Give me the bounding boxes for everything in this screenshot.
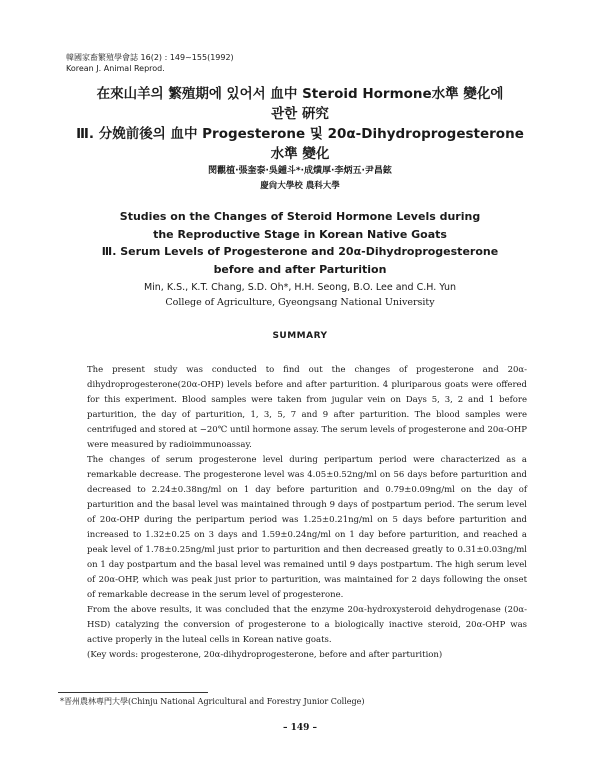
journal-name-english: Korean J. Animal Reprod.	[66, 64, 165, 73]
english-title-line-3: Ⅲ. Serum Levels of Progesterone and 20α-Dihydroprogesterone	[101, 245, 499, 258]
page-number: – 149 –	[282, 723, 318, 733]
korean-title	[60, 84, 540, 164]
summary-paragraph: From the above results, it was concluded that the enzyme 20α-hydroxysteroid dehydrogenase (20α-HSD) catalyzing the conversion of progesterone to a biologically inactive steroid, 20α-OHP was active properly in the luteal cells in Korean native goats.	[87, 605, 527, 645]
english-title	[60, 208, 540, 278]
korean-title-line-4: 水準 變化	[270, 146, 330, 162]
summary-paragraph: The changes of serum progesterone level during peripartum period were characterized as a remarkable decrease. The progesterone level was 4.05±0.52ng/ml on 56 days before parturition and decreased to 2.24±0.38ng/ml on 1 day before parturition and 0.79±0.09ng/ml on the day of parturition and the basal level was maintained through 9 days of postpartum period. The serum level of 20α-OHP during the peripartum period was 1.25±0.21ng/ml on 5 days before parturition and increased to 1.32±0.25 on 3 days and 1.59±0.24ng/ml on 1 day before parturition, and reached a peak level of 1.78±0.25ng/ml just prior to parturition and then decreased greatly to 0.31±0.03ng/ml on 1 day postpartum and the basal level was remained until 9 days postpartum. The high serum level of 20α-OHP, which was peak just prior to parturition, was maintained for 2 days following the onset of remarkable decrease in the serum level of progesterone.	[87, 455, 527, 600]
english-affiliation: College of Agriculture, Gyeongsang National University	[165, 297, 435, 308]
korean-title-line-2: 관한 硏究	[271, 106, 329, 122]
journal-header	[66, 52, 234, 74]
summary-body	[87, 363, 527, 663]
english-title-line-2: the Reproductive Stage in Korean Native Goats	[153, 227, 447, 241]
footnote: *晋州農林專門大學(Chinju National Agricultural and Forestry Junior College)	[60, 697, 365, 706]
footnote-divider	[58, 692, 208, 693]
korean-authors: 閔觀植·張奎泰·吳鍾斗*·成熿厚·李炳五·尹昌鉉	[208, 166, 392, 176]
summary-paragraph: The present study was conducted to find out the changes of progesterone and 20α-dihydroprogesterone(20α-OHP) levels before and after parturition. 4 pluriparous goats were offered for this experiment. Blood samples were taken from jugular vein on Days 5, 3, 2 and 1 before parturition, the day of parturition, 1, 3, 5, 7 and 9 after parturition. The blood samples were centrifuged and stored at −20℃ until hormone assay. The serum levels of progesterone and 20α-OHP were measured by radioimmunoassay.	[87, 365, 527, 450]
key-words: (Key words: progesterone, 20α-dihydroprogesterone, before and after parturition)	[87, 650, 443, 660]
korean-affiliation: 慶尙大學校 農科大學	[260, 181, 340, 191]
summary-heading: SUMMARY	[272, 331, 328, 341]
english-title-line-4: before and after Parturition	[213, 262, 387, 276]
journal-citation-korean: 韓國家畜繁殖學會誌 16(2) : 149~155(1992)	[66, 53, 234, 62]
english-title-line-1: Studies on the Changes of Steroid Hormone Levels during	[119, 210, 481, 223]
english-authors: Min, K.S., K.T. Chang, S.D. Oh*, H.H. Seong, B.O. Lee and C.H. Yun	[143, 282, 457, 293]
korean-title-line-3: Ⅲ. 分娩前後의 血中 Progesterone 및 20α-Dihydroprogesterone	[76, 126, 524, 142]
korean-title-line-1: 在來山羊의 繁殖期에 있어서 血中 Steroid Hormone水準 變化에	[96, 86, 504, 102]
